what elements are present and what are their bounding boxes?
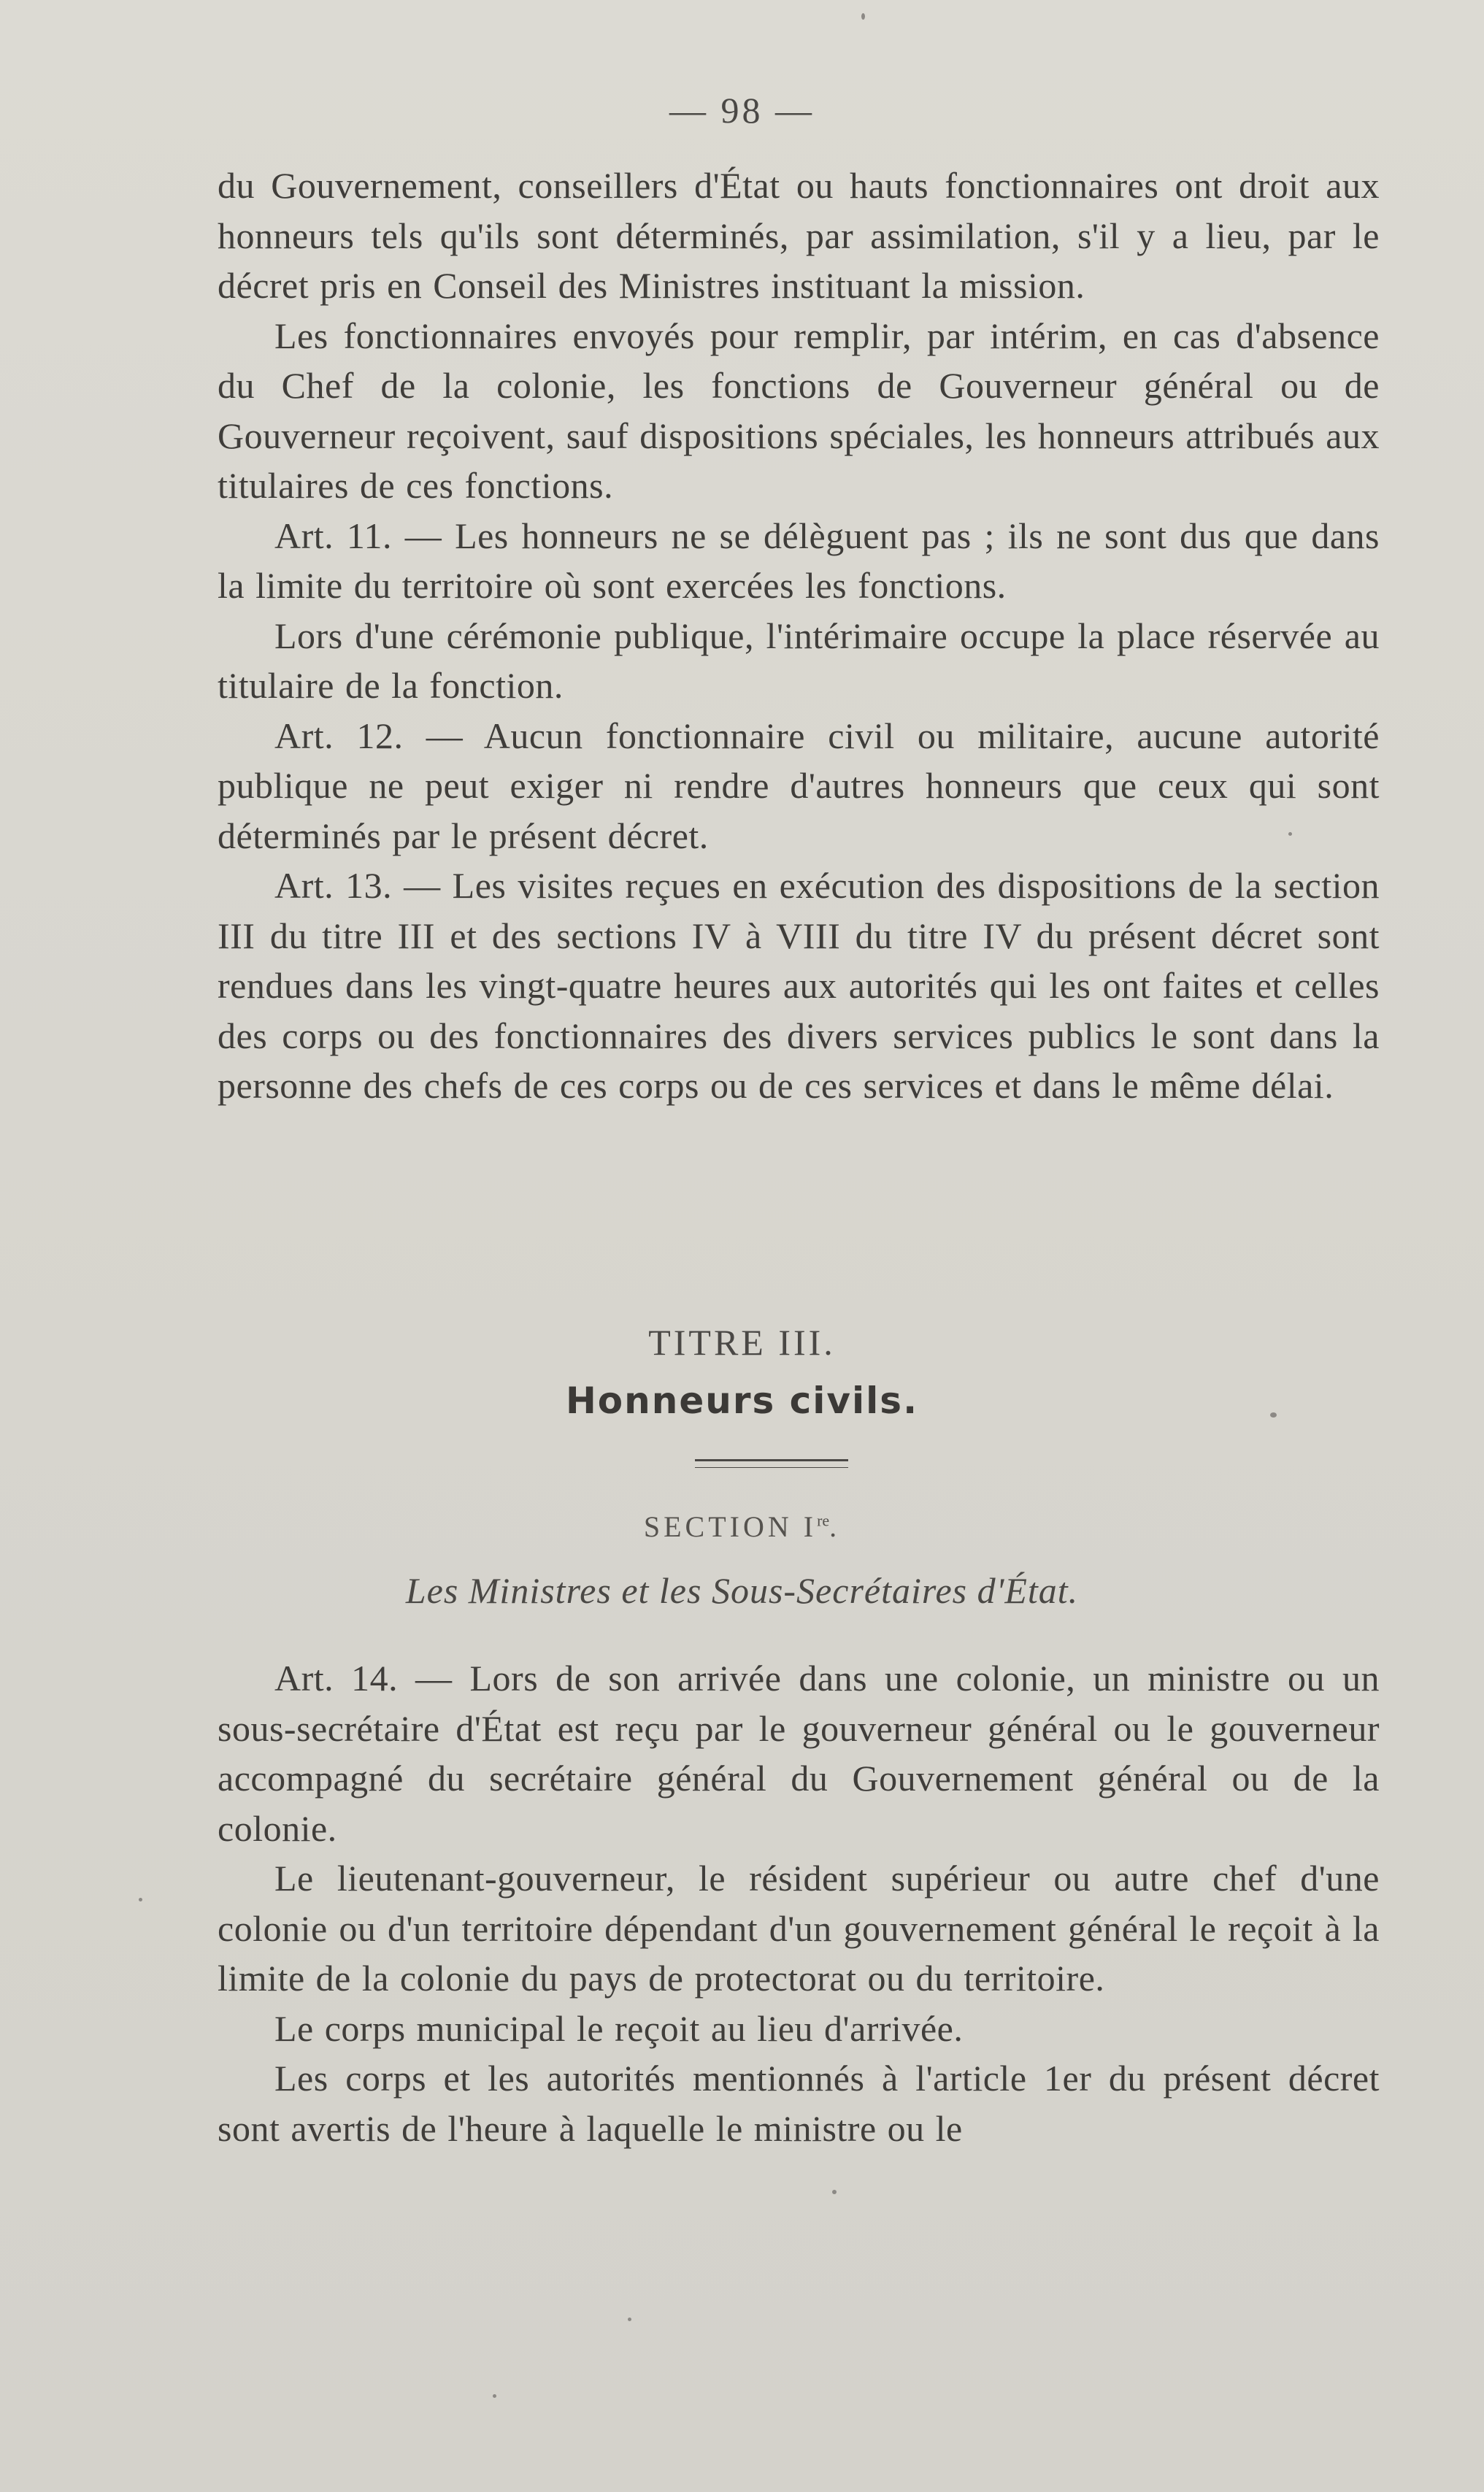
paper-speck (628, 2318, 631, 2321)
titre-heading: TITRE III. (648, 1322, 836, 1363)
paragraph-article-11: Art. 11. — Les honneurs ne se délèguent pas ; ils ne sont dus que dans la limite du territoire où sont exercées les fonctions. (218, 515, 1380, 606)
lower-text-block (218, 1653, 1380, 2153)
paper-speck (861, 13, 865, 20)
paragraph-interim-officials: Les fonctionnaires envoyés pour remplir, par intérim, en cas d'absence du Chef de la colonie, les fonctions de Gouverneur général ou de Gouverneur reçoivent, sauf dispositions spéciales, les honneurs attribués aux titulaires de ces fonctions. (218, 315, 1380, 506)
paragraph-public-ceremony: Lors d'une cérémonie publique, l'intérimaire occupe la place réservée au titulaire de la fonction. (218, 615, 1380, 706)
section-label-text: SECTION I (643, 1510, 818, 1543)
paragraph-mission-continuation: du Gouvernement, conseillers d'État ou hauts fonctionnaires ont droit aux honneurs tels qu'ils sont déterminés, par assimilation, s'il y a lieu, par le décret pris en Conseil des Ministres instituant la mission. (218, 165, 1380, 306)
section-label (0, 1510, 1484, 1544)
section-subtitle: Les Ministres et les Sous-Secrétaires d'État. (405, 1570, 1079, 1611)
paper-speck (832, 2190, 837, 2194)
upper-text-block (218, 161, 1380, 1111)
section-label-superscript: re (817, 1511, 830, 1530)
paragraph-authorities-notified: Les corps et les autorités mentionnés à l'article 1er du présent décret sont avertis de l'heure à laquelle le ministre ou le (218, 2058, 1380, 2149)
section-label-period: . (829, 1510, 841, 1543)
page-number: — 98 — (669, 90, 815, 131)
titre-title: Honneurs civils. (565, 1380, 919, 1422)
paragraph-lieutenant-governor: Le lieutenant-gouverneur, le résident supérieur ou autre chef d'une colonie ou d'un territoire dépendant d'un gouvernement général le reçoit à la limite de la colonie du pays de protectorat ou du territoire. (218, 1858, 1380, 1999)
paper-speck (1288, 832, 1292, 836)
paragraph-article-12: Art. 12. — Aucun fonctionnaire civil ou militaire, aucune autorité publique ne peut exiger ni rendre d'autres honneurs que ceux qui sont déterminés par le présent décret. (218, 715, 1380, 856)
paper-speck (139, 1898, 142, 1901)
paragraph-municipal-body: Le corps municipal le reçoit au lieu d'arrivée. (274, 2007, 964, 2049)
paper-speck (1270, 1412, 1277, 1418)
heading-rule (695, 1459, 848, 1468)
paragraph-article-14: Art. 14. — Lors de son arrivée dans une colonie, un ministre ou un sous-secrétaire d'État est reçu par le gouverneur général ou le gouverneur accompagné du secrétaire général du Gouvernement général ou de la colonie. (218, 1658, 1380, 1849)
paragraph-article-13: Art. 13. — Les visites reçues en exécution des dispositions de la section III du titre III et des sections IV à VIII du titre IV du présent décret sont rendues dans les vingt-quatre heures aux autorités qui les ont faites et celles des corps ou des fonctionnaires des divers services publics le sont dans la personne des chefs de ces corps ou de ces services et dans le même délai. (218, 865, 1380, 1106)
paper-speck (493, 2394, 496, 2398)
